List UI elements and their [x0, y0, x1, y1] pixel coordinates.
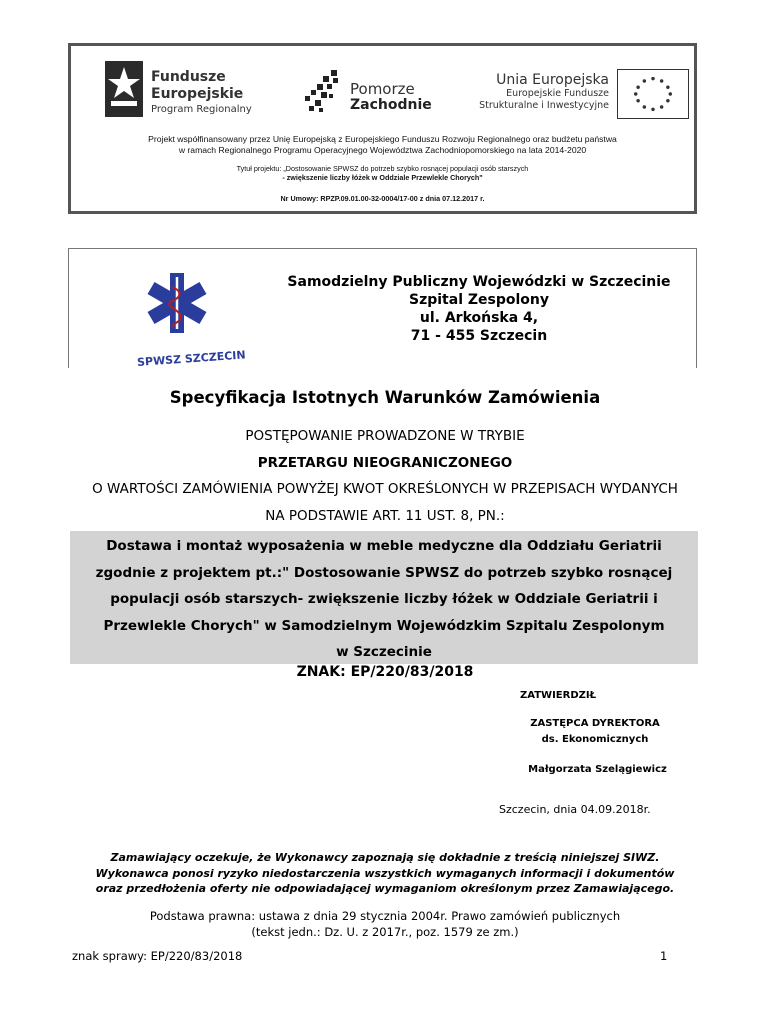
spwsz-logo — [135, 267, 247, 369]
funding-note-line1: Projekt współfinansowany przez Unię Europejską z Europejskiego Funduszu Rozwoju Regionalnego oraz budżetu państwa — [148, 134, 617, 144]
legal-line2: (tekst jedn.: Dz. U. z 2017r., poz. 1579 ze zm.) — [251, 924, 519, 939]
document-date: Szczecin, dnia 04.09.2018r. — [499, 803, 651, 816]
subject-line: w Szczecinie — [336, 644, 432, 660]
spwsz-logo-text: SPWSZ SZCZECIN — [136, 348, 247, 369]
procedure-line4: NA PODSTAWIE ART. 11 UST. 8, PN.: — [265, 508, 505, 524]
project-title-line2: - zwiększenie liczby łóżek w Oddziale Przewlekle Chorych" — [282, 173, 483, 182]
fe-line1: Fundusze — [151, 69, 226, 85]
contract-number: Nr Umowy: RPZP.09.01.00-32-0004/17-00 z dnia 07.12.2017 r. — [280, 194, 485, 203]
approver-title-line1: ZASTĘPCA DYREKTORA — [530, 718, 660, 729]
order-subject — [70, 533, 698, 666]
pz-line1: Pomorze — [350, 80, 415, 98]
document-title: Specyfikacja Istotnych Warunków Zamówienia — [169, 388, 601, 407]
hospital-city: 71 - 455 Szczecin — [410, 328, 548, 344]
project-title-line1: Tytuł projektu: „Dostosowanie SPWSZ do potrzeb szybko rosnącej populacji osób starszych — [236, 164, 529, 173]
eu-flag-icon — [617, 69, 689, 119]
legal-line1: Podstawa prawna: ustawa z dnia 29 stycznia 2004r. Prawo zamówień publicznych — [149, 909, 621, 923]
ue-line1: Unia Europejska — [496, 72, 609, 88]
approver-title — [520, 716, 670, 748]
ue-line2: Europejskie Fundusze — [506, 88, 609, 99]
ue-line3: Strukturalne i Inwestycyjne — [479, 100, 609, 111]
notice-line: Zamawiający oczekuje, że Wykonawcy zapoznają się dokładnie z treścią niniejszej SIWZ. — [110, 851, 660, 864]
hospital-address — [279, 273, 679, 345]
fe-star-icon — [105, 61, 143, 117]
bidder-notice — [60, 850, 710, 897]
hospital-name-line2: Szpital Zespolony — [409, 292, 549, 308]
pomorze-zachodnie-logo — [303, 66, 433, 116]
notice-line: oraz przedłożenia oferty nie odpowiadającej wymaganiom określonym przez Zamawiającego. — [95, 882, 675, 895]
subject-line: populacji osób starszych- zwiększenie liczby łóżek w Oddziale Geriatrii i — [110, 591, 658, 607]
fundusze-europejskie-logo — [105, 61, 265, 119]
reference-number: ZNAK: EP/220/83/2018 — [296, 664, 474, 680]
subject-line: Dostawa i montaż wyposażenia w meble medyczne dla Oddziału Geriatrii — [106, 538, 662, 554]
funding-header — [68, 43, 697, 214]
procedure-line2: PRZETARGU NIEOGRANICZONEGO — [257, 455, 513, 471]
hospital-street: ul. Arkońska 4, — [419, 310, 539, 326]
subject-line: Przewlekle Chorych" w Samodzielnym Wojewódzkim Szpitalu Zespolonym — [103, 617, 665, 634]
procedure-line1: POSTĘPOWANIE PROWADZONE W TRYBIE — [245, 428, 525, 444]
page-number: 1 — [660, 949, 668, 963]
hospital-name-line1: Samodzielny Publiczny Wojewódzki w Szczecinie — [287, 274, 671, 290]
approved-label: ZATWIERDZIŁ — [520, 690, 597, 701]
legal-basis — [60, 909, 710, 940]
unia-europejska-logo — [467, 66, 695, 122]
approver-name: Małgorzata Szelągiewicz — [528, 764, 667, 775]
footer-case-number: znak sprawy: EP/220/83/2018 — [72, 949, 243, 963]
fe-line3: Program Regionalny — [151, 104, 252, 115]
pomorze-checkmark-icon — [303, 68, 345, 116]
approver-title-line2: ds. Ekonomicznych — [541, 734, 649, 745]
subject-line: zgodnie z projektem pt.:" Dostosowanie SPWSZ do potrzeb szybko rosnącej — [95, 564, 673, 581]
hospital-header — [68, 248, 697, 368]
star-of-life-icon — [135, 267, 247, 369]
funding-note — [77, 134, 688, 156]
notice-line: Wykonawca ponosi ryzyko niedostarczenia wszystkich wymaganych informacji i dokumentów — [95, 866, 675, 880]
funding-note-line2: w ramach Regionalnego Programu Operacyjnego Województwa Zachodniopomorskiego na lata 2014-2020 — [178, 145, 587, 155]
fe-line2: Europejskie — [151, 86, 244, 102]
procedure-line3: O WARTOŚCI ZAMÓWIENIA POWYŻEJ KWOT OKREŚLONYCH W PRZEPISACH WYDANYCH — [92, 481, 678, 497]
project-title — [77, 164, 688, 182]
pz-line2: Zachodnie — [350, 97, 432, 113]
